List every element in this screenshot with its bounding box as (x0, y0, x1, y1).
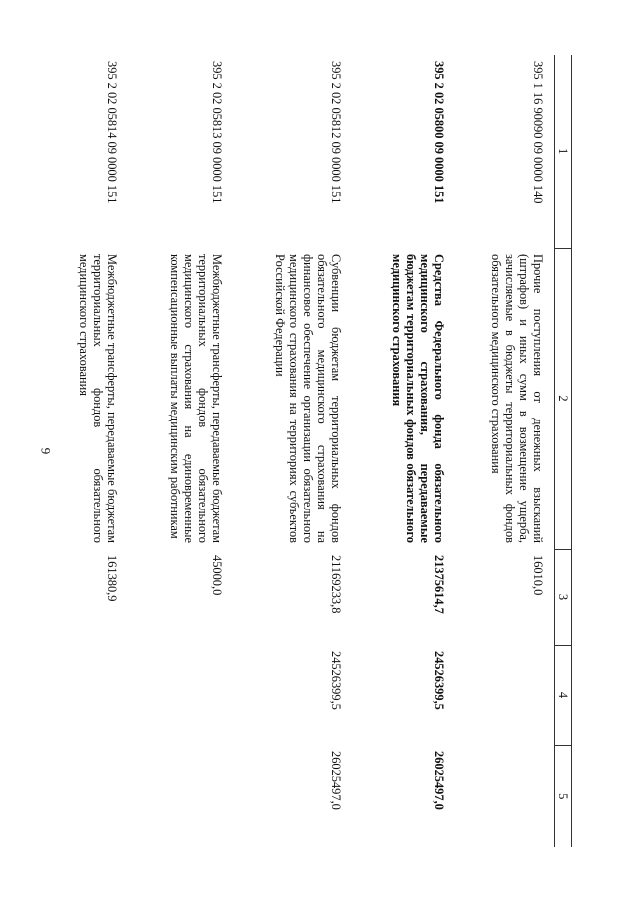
amount-col-5 (71, 745, 128, 847)
amount-col-4 (71, 645, 128, 745)
amount-col-3: 16010,0 (531, 555, 545, 596)
table-header (555, 55, 572, 847)
budget-code: 395 2 02 05800 09 0000 151 (432, 61, 446, 204)
table-row (71, 55, 128, 847)
table-row (233, 55, 352, 847)
revenue-name: Межбюджетные трансферты, передаваемые бюджетам территориальных фондов обязательного медицинского страхования на единовременные компенсационные выплаты медицинским работникам (168, 254, 224, 543)
revenue-name: Средства Федерального фонда обязательного медицинского страхования, передаваемые бюджетам территориальных фондов обязательного медицинского страхования (390, 254, 446, 543)
header-col-1: 1 (555, 55, 572, 248)
amount-col-3: 45000,0 (210, 555, 224, 596)
amount-col-3: 21169233,8 (329, 555, 343, 614)
amount-col-4 (455, 645, 555, 745)
header-col-4: 4 (555, 645, 572, 745)
revenue-name: Межбюджетные трансферты, передаваемые бюджетам территориальных фондов обязательного медицинского страхования (77, 254, 119, 543)
amount-col-5: 26025497,0 (329, 751, 343, 810)
amount-col-5 (128, 745, 233, 847)
header-col-3: 3 (555, 549, 572, 645)
page-number: 6 (38, 447, 53, 455)
budget-code: 395 2 02 05813 09 0000 151 (210, 61, 224, 204)
revenue-name: Прочие поступления от денежных взысканий (штрафов) и иных сумм в возмещение ущерба, зачисляемые в бюджеты территориальных фондов обязательного медицинского страхования (489, 254, 545, 543)
amount-col-5 (455, 745, 555, 847)
amount-col-4 (128, 645, 233, 745)
amount-col-3: 161380,9 (105, 555, 119, 602)
table-row (128, 55, 233, 847)
revenue-name: Субвенции бюджетам территориальных фондов обязательного медицинского страхования на финансовое обеспечение организации обязательного медицинского страхования на территориях субъектов Российской Федерации (273, 254, 343, 543)
budget-code: 395 2 02 05812 09 0000 151 (329, 61, 343, 204)
header-col-5: 5 (555, 745, 572, 847)
budget-table (71, 55, 572, 847)
header-col-2: 2 (555, 248, 572, 549)
amount-col-4: 24526399,5 (432, 651, 446, 710)
amount-col-4: 24526399,5 (329, 651, 343, 710)
amount-col-3: 21375614,7 (432, 555, 446, 614)
rotated-table-container (77, 55, 572, 847)
table-row (455, 55, 555, 847)
table-row (352, 55, 455, 847)
budget-code: 395 2 02 05814 09 0000 151 (105, 61, 119, 204)
budget-code: 395 1 16 90090 09 0000 140 (531, 61, 545, 204)
amount-col-5: 26025497,0 (432, 751, 446, 810)
